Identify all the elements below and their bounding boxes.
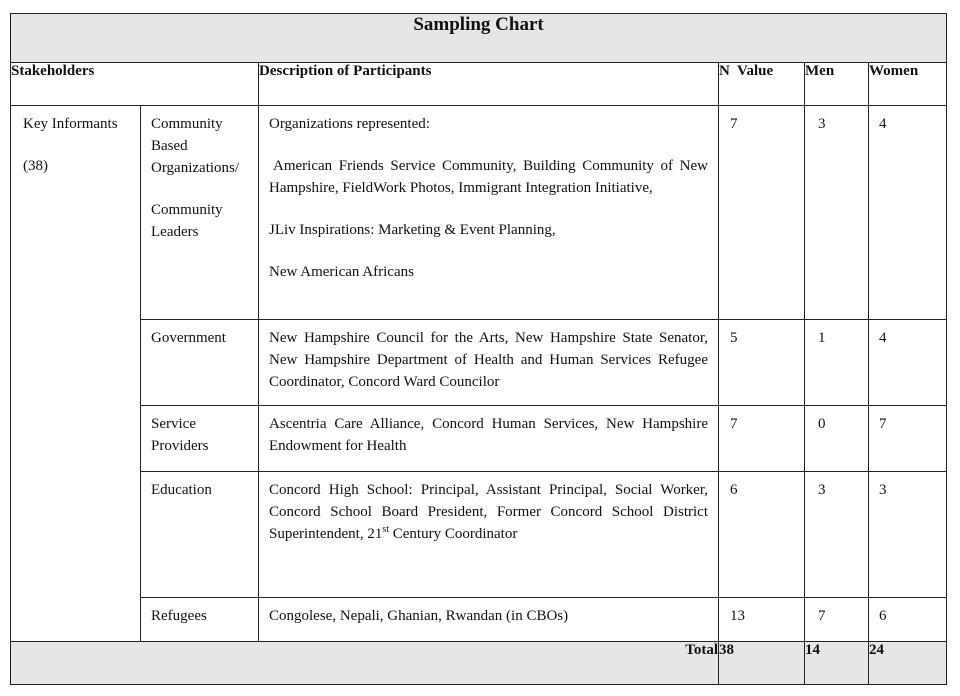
subgroup-cell [141,320,259,406]
subgroup-line: Organizations/ [151,160,240,176]
subgroup-line: Education [151,482,212,498]
women-cell [869,106,947,320]
description-cell [259,472,719,598]
description-main: Concord High School: Principal, Assistant Principal, Social Worker, Concord School Board President, Former Concord School District Superintendent, 21 [269,482,708,542]
header-men: Men [805,63,869,106]
subgroup-cell [141,472,259,598]
men-cell [805,598,869,642]
women-cell [869,598,947,642]
category-cell [11,106,141,642]
total-n-value: 38 [719,642,805,685]
table-row [11,472,947,598]
description-cell [259,320,719,406]
women-value: 7 [879,416,887,432]
men-value: 7 [818,608,826,624]
description-text: Organizations represented: [269,116,430,132]
ordinal-suffix: st [382,524,389,535]
description-text: American Friends Service Community, Building Community of New Hampshire, FieldWork Photos, Immigrant Integration Initiative, [269,158,708,196]
women-value: 3 [879,482,887,498]
women-value: 4 [879,330,887,346]
subgroup-line: Community [151,202,223,218]
category-count: (38) [23,158,48,174]
total-men: 14 [805,642,869,685]
table-row [11,406,947,472]
n-value-cell [719,106,805,320]
category-label: Key Informants [23,116,118,132]
header-stakeholders: Stakeholders [11,63,259,106]
header-description: Description of Participants [259,63,719,106]
men-value: 0 [818,416,826,432]
men-cell [805,472,869,598]
subgroup-line: Government [151,330,226,346]
women-cell [869,406,947,472]
description-cell [259,106,719,320]
description-tail: Century Coordinator [389,526,518,542]
header-row [11,63,947,106]
n-value: 13 [730,608,745,624]
subgroup-cell [141,598,259,642]
subgroup-line: Community [151,116,223,132]
women-cell [869,472,947,598]
subgroup-line: Leaders [151,224,199,240]
n-value: 7 [730,116,738,132]
table-row [11,106,947,320]
women-cell [869,320,947,406]
subgroup-cell [141,406,259,472]
subgroup-line: Based [151,138,188,154]
table-title: Sampling Chart [11,14,947,63]
description-cell [259,598,719,642]
description-text: JLiv Inspirations: Marketing & Event Planning, [269,222,556,238]
description-text: Congolese, Nepali, Ghanian, Rwandan (in CBOs) [269,608,569,624]
men-cell [805,406,869,472]
description-text: Ascentria Care Alliance, Concord Human Services, New Hampshire Endowment for Health [269,416,708,454]
n-value-cell [719,472,805,598]
subgroup-line: Refugees [151,608,207,624]
women-value: 4 [879,116,887,132]
description-text [259,472,718,545]
subgroup-line: Service [151,416,196,432]
n-value-cell [719,598,805,642]
header-n-value: N Value [719,63,805,106]
n-value: 6 [730,482,738,498]
table-row [11,598,947,642]
men-value: 3 [818,482,826,498]
subgroup-cell [141,106,259,320]
n-value-cell [719,320,805,406]
title-row [11,14,947,63]
men-value: 3 [818,116,826,132]
n-value: 5 [730,330,738,346]
men-value: 1 [818,330,826,346]
total-women: 24 [869,642,947,685]
description-text: New Hampshire Council for the Arts, New Hampshire State Senator, New Hampshire Department of Health and Human Services Refugee Coordinator, Concord Ward Councilor [269,330,708,390]
men-cell [805,320,869,406]
header-women: Women [869,63,947,106]
description-cell [259,406,719,472]
sampling-table [10,13,947,685]
women-value: 6 [879,608,887,624]
n-value: 7 [730,416,738,432]
table-row [11,320,947,406]
description-text: New American Africans [269,264,414,280]
n-value-cell [719,406,805,472]
men-cell [805,106,869,320]
total-row [11,642,947,685]
subgroup-line: Providers [151,438,209,454]
total-label: Total [11,642,719,685]
